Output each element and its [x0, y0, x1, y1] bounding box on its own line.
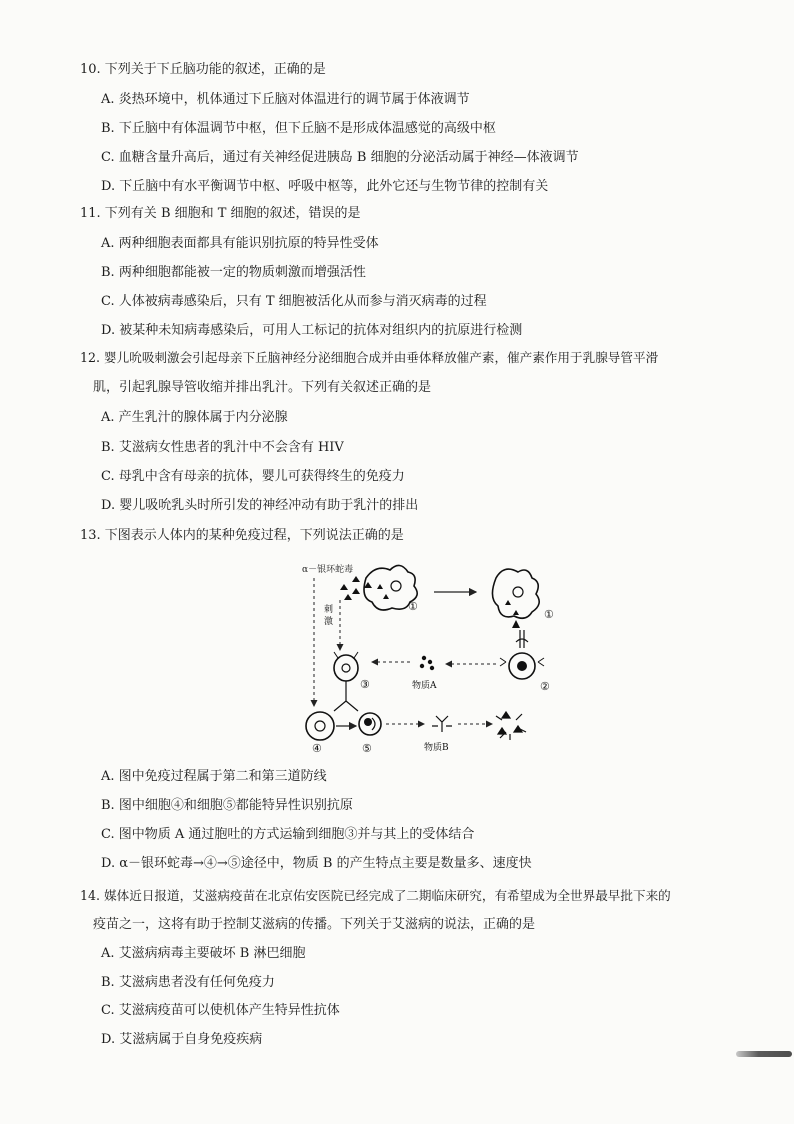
question-13-option-b: B. 图中细胞④和细胞⑤都能特异性识别抗原: [101, 798, 353, 813]
question-12-option-b: B. 艾滋病女性患者的乳汁中不会含有 HIV: [101, 440, 344, 455]
question-14-option-d: D. 艾滋病属于自身免疫疾病: [101, 1032, 263, 1047]
question-11-option-b: B. 两种细胞都能被一定的物质刺激而增强活性: [101, 265, 366, 280]
question-14-option-a: A. 艾滋病病毒主要破坏 B 淋巴细胞: [101, 946, 306, 961]
question-14-stem-line2: 疫苗之一，这将有助于控制艾滋病的传播。下列关于艾滋病的说法，正确的是: [93, 917, 536, 932]
question-13-option-d: D. α－银环蛇毒→④→⑤途径中，物质 B 的产生特点主要是数量多、速度快: [101, 856, 532, 871]
question-14-option-b: B. 艾滋病患者没有任何免疫力: [101, 975, 275, 990]
question-10-option-b: B. 下丘脑中有体温调节中枢，但下丘脑不是形成体温感觉的高级中枢: [101, 121, 496, 136]
question-10-option-d: D. 下丘脑中有水平衡调节中枢、呼吸中枢等，此外它还与生物节律的控制有关: [101, 179, 549, 194]
immune-process-diagram: [296, 556, 556, 756]
question-12-stem-line2: 肌，引起乳腺导管收缩并排出乳汁。下列有关叙述正确的是: [93, 380, 432, 395]
cell-3-label: ③: [360, 678, 370, 691]
question-13-stem: 13. 下图表示人体内的某种免疫过程，下列说法正确的是: [80, 528, 404, 543]
question-11-stem: 11. 下列有关 B 细胞和 T 细胞的叙述，错误的是: [80, 206, 361, 221]
plasma-cell: [359, 713, 381, 735]
memory-cell: [306, 712, 334, 740]
toxin-particles: [340, 576, 372, 600]
t-cell: [500, 653, 544, 679]
question-11-option-a: A. 两种细胞表面都具有能识别抗原的特异性受体: [101, 236, 379, 251]
cell-1-label: ①: [408, 600, 418, 613]
substance-a-particles: [420, 656, 434, 670]
question-13-option-c: C. 图中物质 A 通过胞吐的方式运输到细胞③并与其上的受体结合: [101, 827, 475, 842]
question-12-option-a: A. 产生乳汁的腺体属于内分泌腺: [101, 410, 288, 425]
question-10-option-c: C. 血糖含量升高后，通过有关神经促进胰岛 B 细胞的分泌活动属于神经—体液调节: [101, 150, 579, 165]
cell-2-label: ②: [540, 680, 550, 693]
b-cell: [334, 652, 358, 711]
substance-b-antibody: [432, 716, 452, 732]
toxin-label: α－银环蛇毒: [302, 565, 354, 575]
question-12-stem-line1: 12. 婴儿吮吸刺激会引起母亲下丘脑神经分泌细胞合成并由垂体释放催产素，催产素作用于乳腺导管平滑: [80, 350, 659, 365]
antigen-presenting-cell: [492, 569, 539, 618]
stimulus-label-char2: 激: [324, 617, 334, 627]
cell-1b-label: ①: [544, 608, 554, 621]
question-13-option-a: A. 图中免疫过程属于第二和第三道防线: [101, 769, 327, 784]
question-14-stem-line1: 14. 媒体近日报道，艾滋病疫苗在北京佑安医院已经完成了二期临床研究，有希望成为全世界最早批下来的: [80, 888, 671, 903]
cell-5-label: ⑤: [362, 742, 372, 755]
stimulus-label-char1: 刺: [324, 605, 334, 615]
question-10-option-a: A. 炎热环境中，机体通过下丘脑对体温进行的调节属于体液调节: [101, 92, 470, 107]
question-10-stem: 10. 下列关于下丘脑功能的叙述，正确的是: [80, 62, 326, 77]
cell-4-label: ④: [312, 742, 322, 755]
question-11-option-c: C. 人体被病毒感染后，只有 T 细胞被活化从而参与消灭病毒的过程: [101, 294, 487, 309]
question-12-option-d: D. 婴儿吸吮乳头时所引发的神经冲动有助于乳汁的排出: [101, 498, 419, 513]
substance-a-label: 物质A: [412, 681, 437, 691]
substance-b-label: 物质B: [424, 743, 449, 753]
question-14-option-c: C. 艾滋病疫苗可以使机体产生特异性抗体: [101, 1003, 340, 1018]
antigen-antibody-complex: [496, 712, 526, 740]
question-11-option-d: D. 被某种未知病毒感染后，可用人工标记的抗体对组织内的抗原进行检测: [101, 323, 523, 338]
receptor-link: [512, 620, 528, 648]
question-12-option-c: C. 母乳中含有母亲的抗体，婴儿可获得终生的免疫力: [101, 469, 405, 484]
scan-smudge: [736, 1051, 792, 1057]
